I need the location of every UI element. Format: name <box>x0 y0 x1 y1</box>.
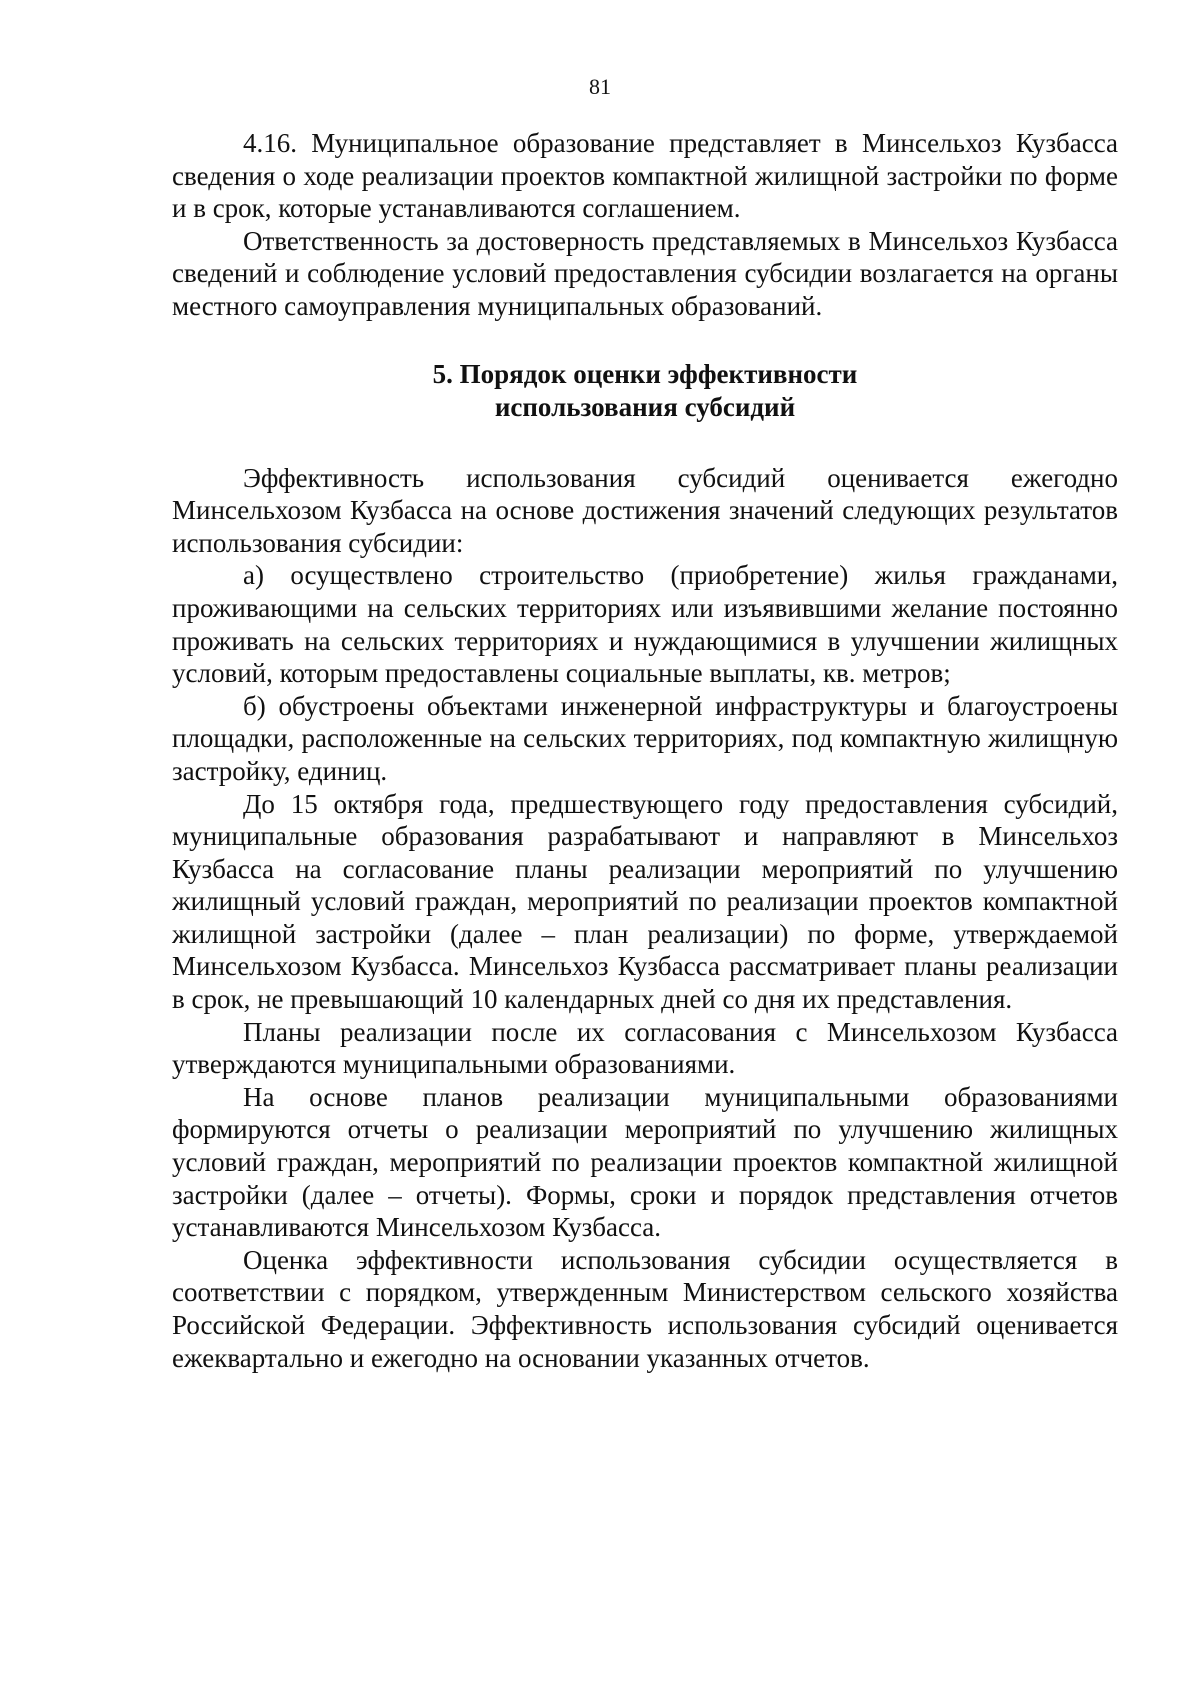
paragraph: На основе планов реализации муниципальными образованиями формируются отчеты о реализации мероприятий по улучшению жилищных условий граждан, мероприятий по реализации проектов компактной жилищной застройки (далее – отчеты). Формы, сроки и порядок представления отчетов устанавливаются Минсельхозом Кузбасса. <box>172 1081 1118 1243</box>
list-item-a: а) осуществлено строительство (приобретение) жилья гражданами, проживающими на сельских территориях или изъявившими желание постоянно проживать на сельских территориях и нуждающимися в улучшении жилищных условий, которым предоставлены социальные выплаты, кв. метров; <box>172 560 1118 689</box>
paragraph: До 15 октября года, предшествующего году предоставления субсидий, муниципальные образования разрабатывают и направляют в Минсельхоз Кузбасса на согласование планы реализации мероприятий по улучшению жилищный условий граждан, мероприятий по реализации проектов компактной жилищной застройки (далее – план реализации) по форме, утверждаемой Минсельхозом Кузбасса. Минсельхоз Кузбасса рассматривает планы реализации в срок, не превышающий 10 календарных дней со дня их представления. <box>172 788 1118 1015</box>
paragraph: Планы реализации после их согласования с Минсельхозом Кузбасса утверждаются муниципальными образованиями. <box>172 1016 1118 1080</box>
paragraph: Оценка эффективности использования субсидии осуществляется в соответствии с порядком, утвержденным Министерством сельского хозяйства Российской Федерации. Эффективность использования субсидий оценивается ежеквартально и ежегодно на основании указанных отчетов. <box>172 1244 1118 1373</box>
paragraph: Ответственность за достоверность представляемых в Минсельхоз Кузбасса сведений и соблюдение условий предоставления субсидии возлагается на органы местного самоуправления муниципальных образований. <box>172 225 1118 321</box>
section-heading-line: 5. Порядок оценки эффективности <box>432 358 858 389</box>
list-item-b: б) обустроены объектами инженерной инфраструктуры и благоустроены площадки, расположенные на сельских территориях, под компактную жилищную застройку, единиц. <box>172 690 1118 786</box>
paragraph: 4.16. Муниципальное образование представляет в Минсельхоз Кузбасса сведения о ходе реализации проектов компактной жилищной застройки по форме и в срок, которые устанавливаются соглашением. <box>172 128 1118 224</box>
section-heading-line: использования субсидий <box>494 391 796 422</box>
section-heading <box>172 358 1118 424</box>
page-number: 81 <box>589 74 611 99</box>
paragraph: Эффективность использования субсидий оценивается ежегодно Минсельхозом Кузбасса на основе достижения значений следующих результатов использования субсидии: <box>172 462 1118 558</box>
page-content <box>172 127 1118 1374</box>
